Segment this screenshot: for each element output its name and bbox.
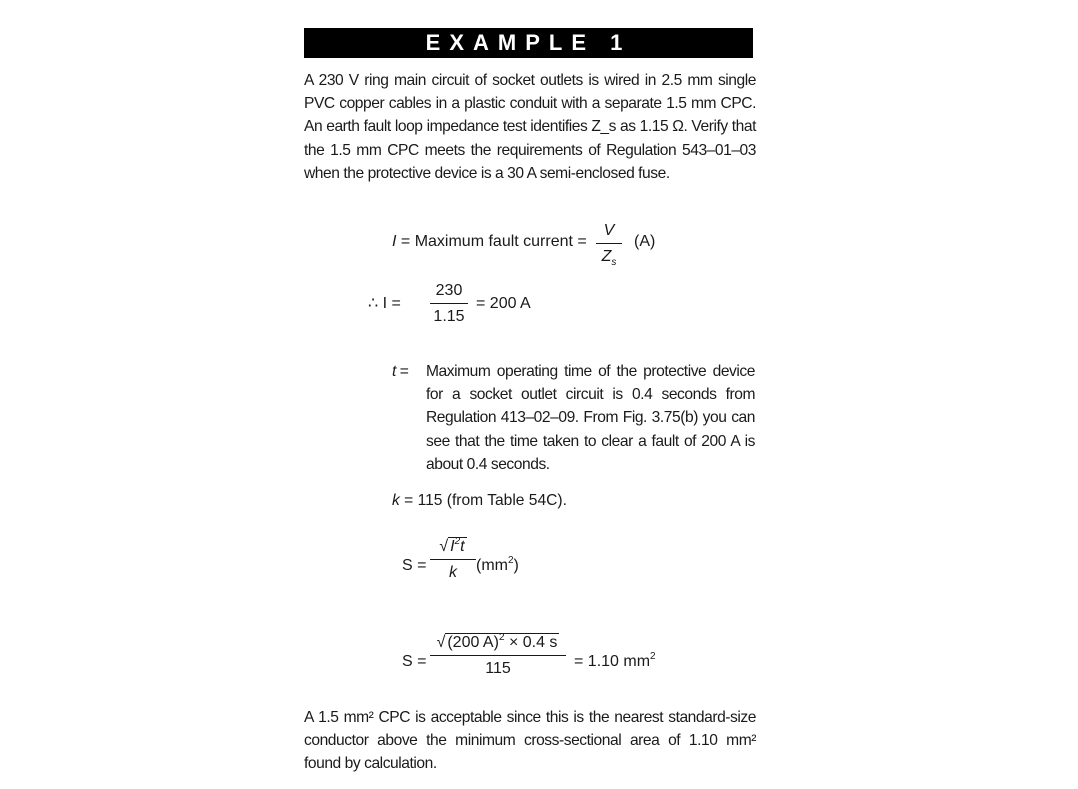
conclusion-text: A 1.5 mm² CPC is acceptable since this is the nearest standard-size conductor above the minimum cross-sectional area of 1.10 mm² found by calculation. bbox=[304, 709, 756, 773]
eq4-fraction bbox=[430, 633, 566, 679]
eq1-den-sub: s bbox=[611, 257, 617, 268]
eq1-den-main: Z bbox=[601, 248, 612, 265]
eq4-result-text: = 1.10 mm bbox=[574, 653, 651, 670]
t-definition-text: Maximum operating time of the protective device for a socket outlet circuit is 0.4 seconds from Regulation 413–02–09. From Fig. 3.75(b) you can see that the time taken to clear a fault of 200 A is about 0.4 seconds. bbox=[426, 363, 755, 473]
eq3-num-t: t bbox=[460, 538, 465, 555]
k-lhs: k bbox=[392, 492, 400, 509]
eq4-num-exp: 2 bbox=[498, 632, 505, 643]
eq4-result-exp: 2 bbox=[650, 651, 656, 662]
eq1-unit: (A) bbox=[634, 233, 656, 250]
t-definition-lead: t = bbox=[392, 363, 409, 380]
problem-statement-text: A 230 V ring main circuit of socket outlets is wired in 2.5 mm single PVC copper cables in a plastic conduit with a separate 1.5 mm CPC. An earth fault loop impedance test identifies Z_s as 1.15 Ω. Verify that the 1.5 mm CPC meets the requirements of Regulation 543–01–03 when the protective device is a 30 A semi-enclosed fuse. bbox=[304, 72, 756, 182]
eq3-unit-exp: 2 bbox=[507, 555, 514, 566]
eq4-num-rest: × 0.4 s bbox=[504, 634, 558, 651]
eq4-result bbox=[574, 652, 656, 672]
eq4-num-radicand: (200 A) bbox=[447, 634, 499, 651]
eq2-result: = 200 A bbox=[476, 295, 531, 312]
eq3-num-exp: 2 bbox=[454, 536, 461, 547]
problem-statement bbox=[304, 69, 756, 185]
eq1-denominator bbox=[596, 244, 622, 267]
eq2-numerator: 230 bbox=[430, 281, 468, 304]
eq3-unit-prefix: (mm bbox=[476, 557, 508, 574]
eq3-denominator: k bbox=[449, 564, 457, 581]
eq4-numerator: √ (200 A)$^2$ × 0.4 s bbox=[430, 633, 566, 656]
eq3-numerator: √ $I^2t$ bbox=[430, 537, 476, 560]
eq1-text: = Maximum fault current = bbox=[396, 233, 587, 250]
k-definition bbox=[392, 491, 567, 511]
equation-fault-current bbox=[392, 232, 587, 252]
eq4-denominator: 115 bbox=[485, 660, 511, 677]
conclusion bbox=[304, 706, 756, 776]
eq1-lhs: I bbox=[392, 233, 397, 250]
eq3-unit-suffix: ) bbox=[513, 557, 519, 574]
eq3-fraction bbox=[430, 537, 476, 583]
k-text: = 115 (from Table 54C). bbox=[399, 492, 567, 509]
eq3-unit bbox=[476, 556, 519, 576]
eq3-lhs: S = bbox=[402, 557, 427, 574]
example-heading: EXAMPLE 1 bbox=[304, 28, 753, 58]
eq2-prefix: ∴ I = bbox=[368, 295, 401, 312]
eq3-num-base: I bbox=[450, 538, 455, 555]
eq2-fraction bbox=[430, 281, 468, 327]
eq4-lhs: S = bbox=[402, 653, 427, 670]
eq1-fraction bbox=[596, 221, 622, 267]
eq2-denominator: 1.15 bbox=[433, 308, 465, 325]
eq1-numerator: V bbox=[596, 221, 622, 244]
